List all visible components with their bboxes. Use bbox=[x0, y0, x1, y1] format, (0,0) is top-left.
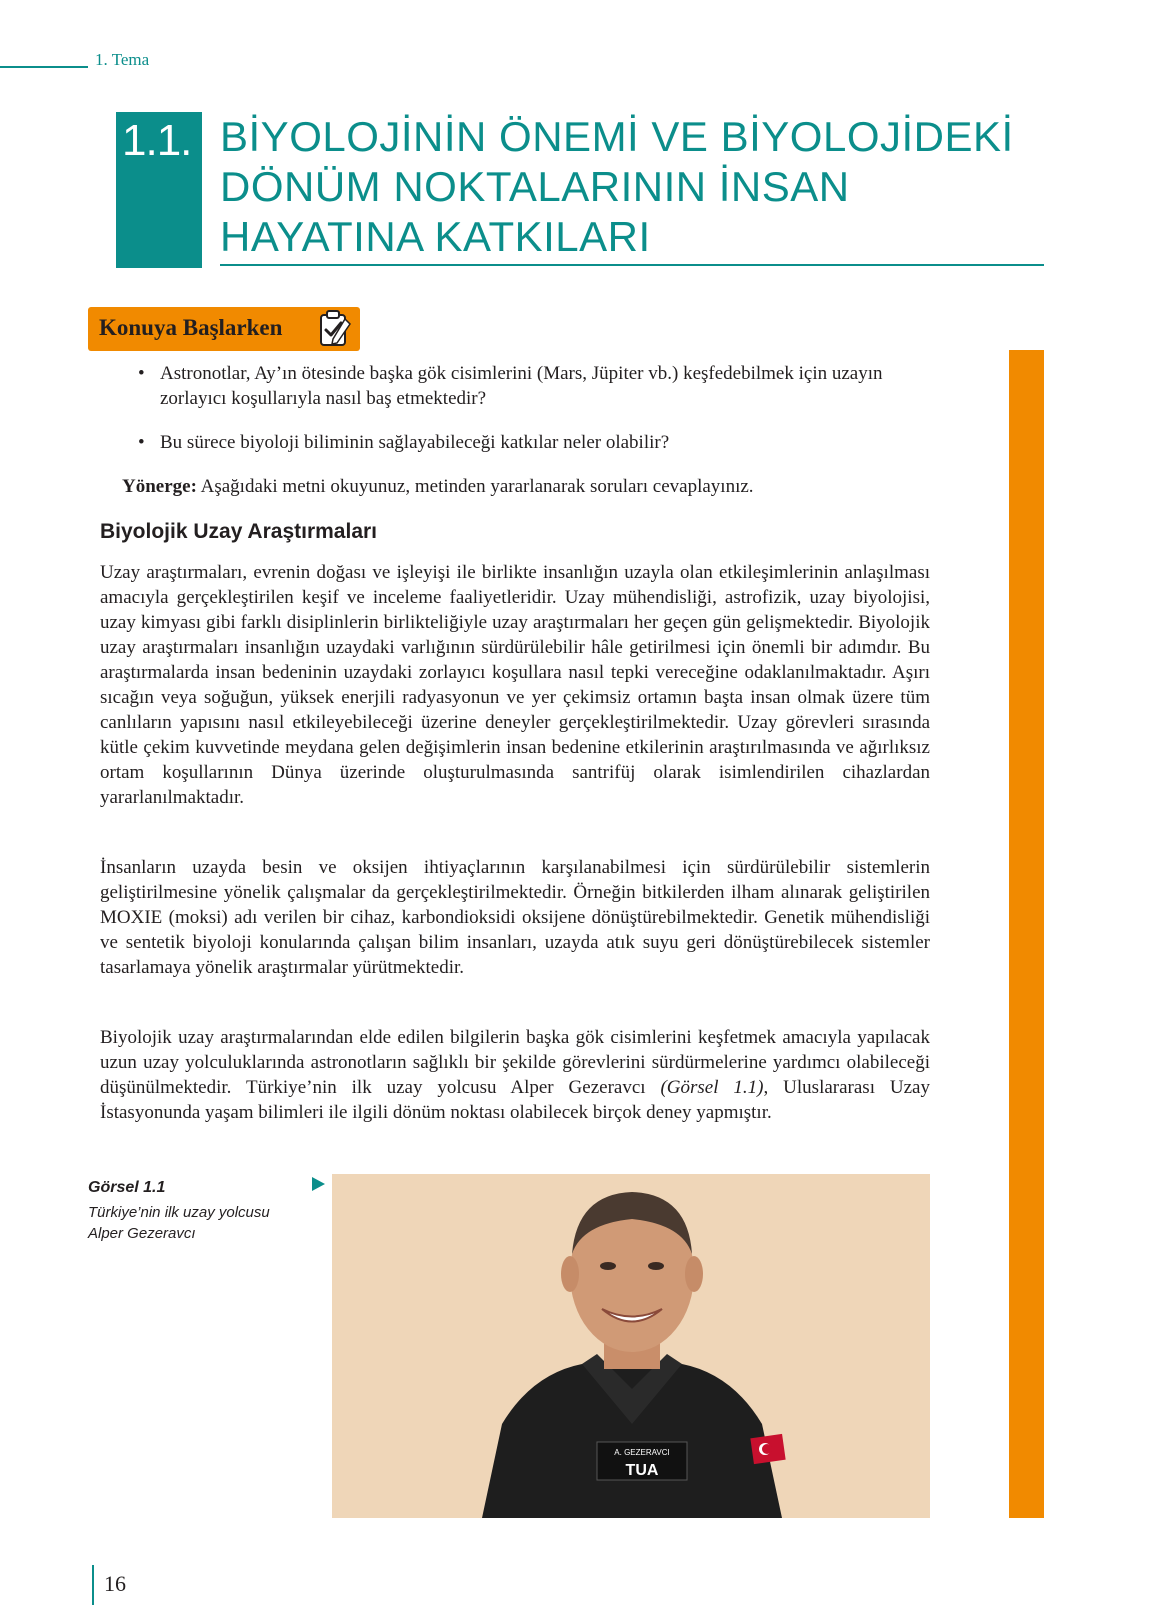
title-underline bbox=[220, 264, 1044, 266]
article-heading: Biyolojik Uzay Araştırmaları bbox=[100, 520, 377, 543]
directive-label: Yönerge: bbox=[122, 476, 197, 497]
paragraph: Uzay araştırmaları, evrenin doğası ve işleyişi ile birlikte insanlığın uzayla olan etkileşimlerinin anlaşılması amacıyla gerçekleştirilen keşif ve inceleme faaliyetleridir. Uzay mühendisliği, astrofizik, uzay biyolojisi, uzay kimyası gibi farklı disiplinlerin birlikteliğiyle uzay araştırmaları her geçen gün gelişmektedir. Biyolojik uzay araştırmaları insanlığın uzaydaki varlığının sürdürülebilir hâle getirilmesi için önemli bir adımdır. Bu araştırmalarda insan bedeninin uzaydaki zorlayıcı koşullara nasıl tepki vereceğine odaklanılmaktadır. Aşırı sıcağın veya soğuğun, yüksek enerjili radyasyonun ve yer çekimsiz ortamın başta insan olmak üzere tüm canlıların yapısını nasıl etkileyebileceği üzerine deneyler gerçekleştirilmektedir. Uzay görevleri sırasında kütle çekim kuvvetinde meydana gelen değişimlerin insan bedenine etkilerinin araştırılmasında ve ağırlıksız ortam koşullarının Dünya üzerinde oluşturulmasında santrifüj olarak isimlendirilen cihazlardan yararlanılmaktadır. bbox=[100, 562, 930, 808]
figure-title: Görsel 1.1 bbox=[88, 1179, 166, 1196]
list-item: • Astronotlar, Ay’ın ötesinde başka gök cisimlerini (Mars, Jüpiter vb.) keşfedebilmek için uzayın zorlayıcı koşullarıyla nasıl baş etmektedir? bbox=[136, 361, 926, 411]
clipboard-check-icon bbox=[315, 309, 353, 349]
side-accent-bar bbox=[1009, 350, 1044, 1518]
directive bbox=[122, 474, 952, 499]
name-tag-text: A. GEZERAVCI bbox=[614, 1448, 670, 1457]
theme-rule bbox=[0, 66, 88, 68]
paragraph-text: Biyolojik uzay araştırmalarından elde edilen bilgilerin başka gök cisimlerini keşfetmek amacıyla yapılacak uzun uzay yolculuklarında astronotların sağlıklı bir şekilde görevlerini sürdürmelerine yardımcı olabileceği düşünülmektedir. Türkiye’nin ilk uzay yolcusu Alper Gezeravcı bbox=[100, 1027, 930, 1098]
title-line: BİYOLOJİNİN ÖNEMİ VE BİYOLOJİDEKİ bbox=[220, 113, 1014, 160]
astronaut-portrait bbox=[332, 1174, 930, 1518]
page-number-rule bbox=[92, 1565, 94, 1605]
figure-pointer-icon bbox=[312, 1177, 325, 1191]
paragraph-text: , Uluslararası Uzay İstasyonunda yaşam bilimleri ile ilgili dönüm noktası olabilecek birçok deney yapmıştır. bbox=[100, 1077, 930, 1123]
title-line: DÖNÜM NOKTALARININ İNSAN bbox=[220, 163, 850, 210]
intro-questions bbox=[136, 361, 926, 474]
theme-label: 1. Tema bbox=[95, 50, 150, 69]
directive-text: Aşağıdaki metni okuyunuz, metinden yararlanarak soruları cevaplayınız. bbox=[196, 476, 754, 497]
section-title bbox=[220, 112, 1040, 262]
title-line: HAYATINA KATKILARI bbox=[220, 213, 651, 260]
page-number: 16 bbox=[104, 1571, 126, 1596]
figure-reference: (Görsel 1.1) bbox=[660, 1077, 764, 1098]
list-item: • Bu sürece biyoloji biliminin sağlayabileceği katkılar neler olabilir? bbox=[136, 430, 926, 455]
section-number: 1.1. bbox=[122, 116, 192, 165]
agency-logo-text: TUA bbox=[625, 1462, 659, 1479]
paragraph bbox=[100, 1025, 930, 1125]
section-number-box bbox=[116, 112, 202, 268]
intro-label: Konuya Başlarken bbox=[99, 315, 283, 340]
astronaut-photo bbox=[332, 1174, 930, 1518]
figure-caption bbox=[88, 1177, 308, 1244]
figure-caption-text: Türkiye’nin ilk uzay yolcusu Alper Gezeravcı bbox=[88, 1204, 270, 1242]
paragraph: İnsanların uzayda besin ve oksijen ihtiyaçlarının karşılanabilmesi için sürdürülebilir sistemlerin geliştirilmesine yönelik çalışmalar da gerçekleştirilmektedir. Örneğin bitkilerden ilham alınarak geliştirilen MOXIE (moksi) adı verilen bir cihaz, karbondioksidi oksijene dönüştürebilmektedir. Genetik mühendisliği ve sentetik biyoloji konularında çalışan bilim insanları, uzayda atık suyu geri dönüştürebilecek sistemler tasarlamaya yönelik araştırmalar yürütmektedir. bbox=[100, 857, 930, 978]
